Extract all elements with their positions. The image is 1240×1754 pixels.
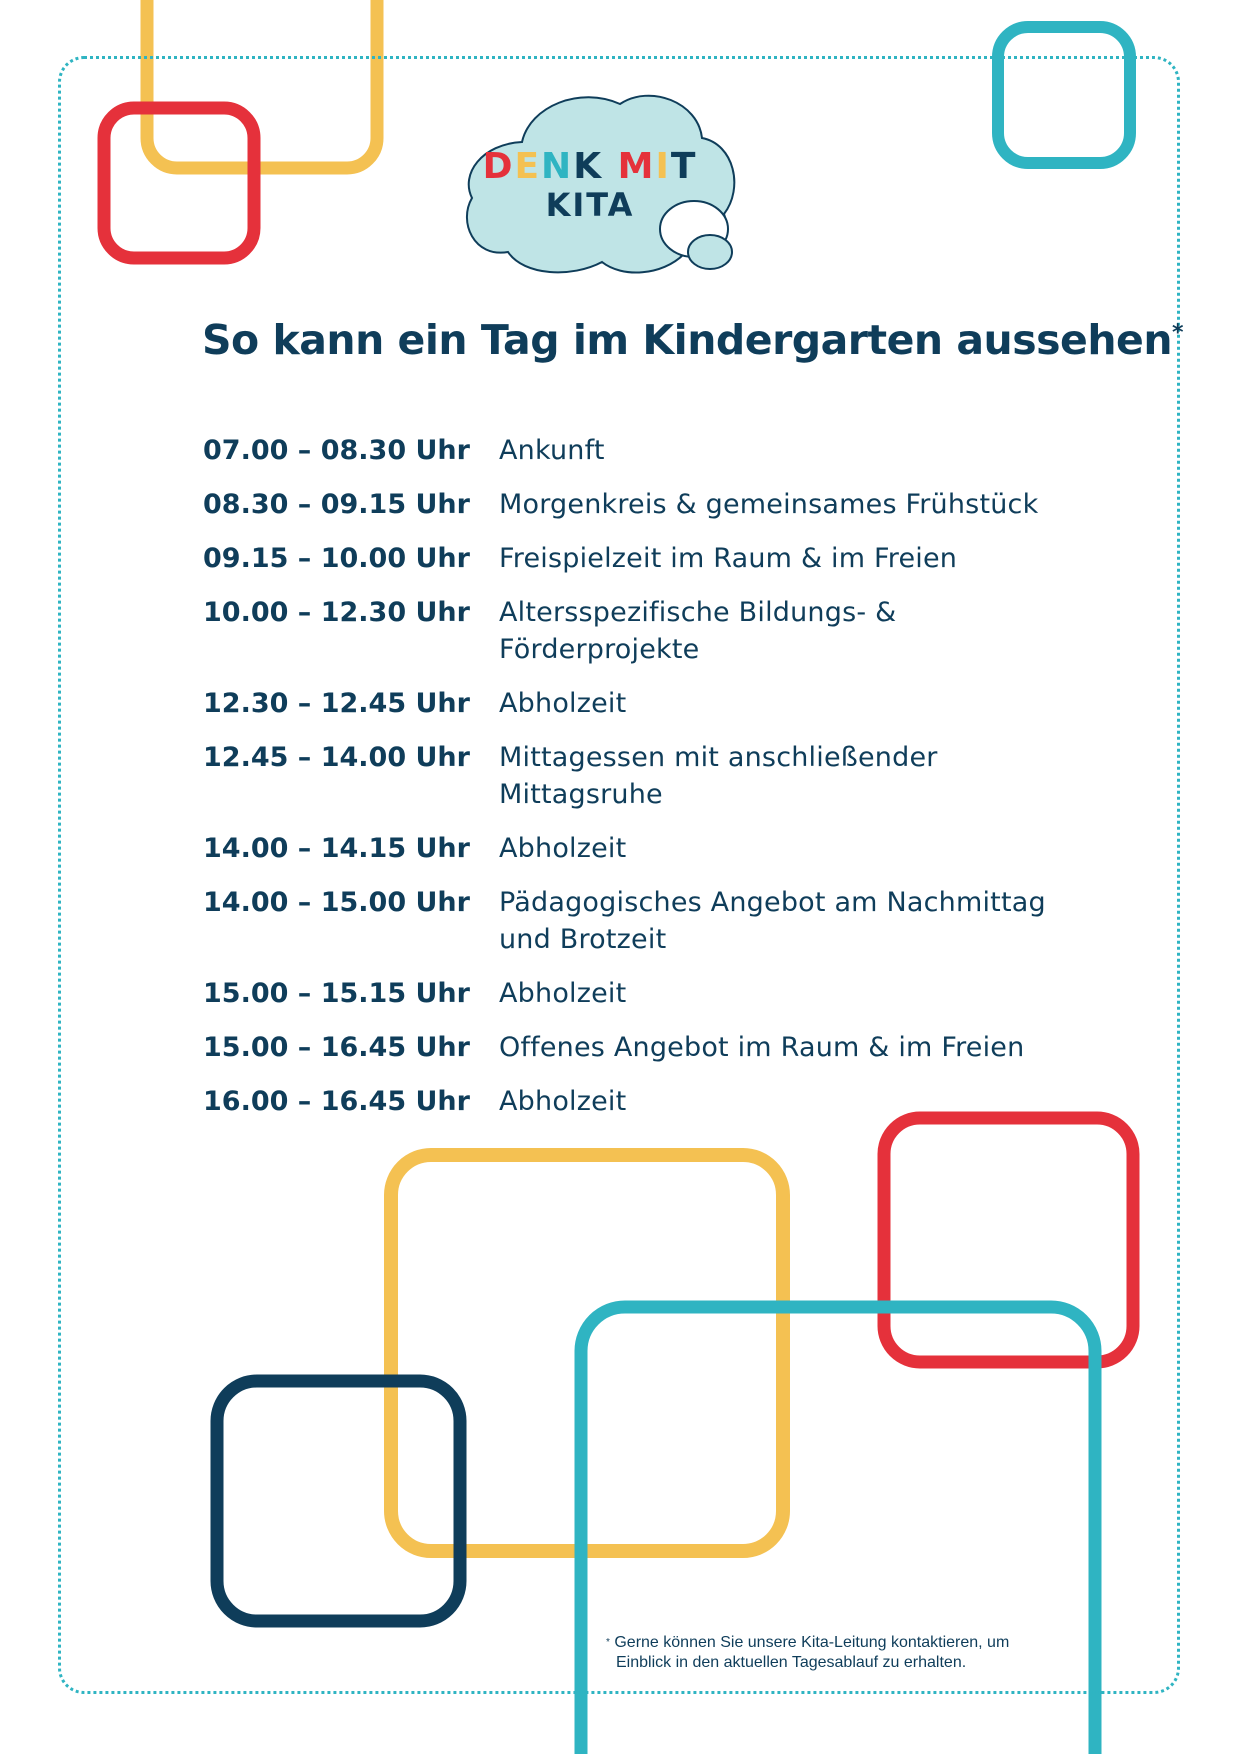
schedule-activity-line: Abholzeit <box>499 833 627 864</box>
schedule-activity <box>499 884 1103 958</box>
schedule-row <box>203 1029 1103 1066</box>
schedule-activity-line: Altersspezifische Bildungs- & Förderprojekte <box>499 597 897 665</box>
schedule-time: 16.00 – 16.45 Uhr <box>203 1086 470 1117</box>
footnote <box>606 1633 1086 1673</box>
page-title-text: So kann ein Tag im Kindergarten aussehen <box>202 316 1173 364</box>
schedule-row <box>203 975 1103 1012</box>
schedule-row <box>203 540 1103 577</box>
schedule-activity-line: Offenes Angebot im Raum & im Freien <box>499 1032 1025 1063</box>
schedule-row <box>203 1083 1103 1120</box>
schedule-activity <box>499 1029 1103 1066</box>
schedule-time: 08.30 – 09.15 Uhr <box>203 489 470 520</box>
schedule-activity-line: Abholzeit <box>499 1086 627 1117</box>
schedule-list <box>203 432 1103 1137</box>
schedule-time: 09.15 – 10.00 Uhr <box>203 543 470 574</box>
schedule-activity-line: Abholzeit <box>499 688 627 719</box>
footnote-asterisk: * <box>606 1637 610 1648</box>
title-asterisk: * <box>1172 320 1184 346</box>
schedule-row <box>203 594 1103 668</box>
schedule-activity-line: Ankunft <box>499 435 605 466</box>
schedule-row <box>203 884 1103 958</box>
schedule-activity <box>499 975 1103 1012</box>
schedule-row <box>203 486 1103 523</box>
schedule-activity-line: Morgenkreis & gemeinsames Frühstück <box>499 489 1039 520</box>
schedule-activity <box>499 540 1103 577</box>
schedule-activity-line: Freispielzeit im Raum & im Freien <box>499 543 958 574</box>
schedule-activity-line: Pädagogisches Angebot am Nachmittag <box>499 887 1046 918</box>
schedule-activity-line: Mittagessen mit anschließender Mittagsruhe <box>499 742 938 810</box>
footnote-line1: Gerne können Sie unsere Kita-Leitung kontaktieren, um <box>614 1634 1010 1651</box>
schedule-activity-line: Abholzeit <box>499 978 627 1009</box>
schedule-activity-line: und Brotzeit <box>499 924 667 955</box>
schedule-time: 14.00 – 14.15 Uhr <box>203 833 470 864</box>
schedule-activity <box>499 1083 1103 1120</box>
schedule-time: 10.00 – 12.30 Uhr <box>203 597 470 628</box>
footnote-line2: Einblick in den aktuellen Tagesablauf zu erhalten. <box>616 1654 967 1671</box>
schedule-time: 15.00 – 16.45 Uhr <box>203 1032 470 1063</box>
schedule-time: 07.00 – 08.30 Uhr <box>203 435 470 466</box>
schedule-time: 14.00 – 15.00 Uhr <box>203 887 470 918</box>
schedule-row <box>203 739 1103 813</box>
schedule-activity <box>499 486 1103 523</box>
schedule-row <box>203 432 1103 469</box>
schedule-activity <box>499 830 1103 867</box>
schedule-row <box>203 830 1103 867</box>
schedule-time: 12.45 – 14.00 Uhr <box>203 742 470 773</box>
page-title <box>202 316 1184 364</box>
schedule-activity <box>499 685 1103 722</box>
schedule-time: 12.30 – 12.45 Uhr <box>203 688 470 719</box>
schedule-activity <box>499 432 1103 469</box>
schedule-row <box>203 685 1103 722</box>
schedule-activity <box>499 739 1103 813</box>
logo-line1: DENK MIT <box>482 146 698 187</box>
denk-mit-kita-logo <box>462 86 738 280</box>
schedule-activity <box>499 594 1103 668</box>
logo-line2: KITA <box>545 186 635 224</box>
cloud-bubble-small <box>688 235 732 269</box>
schedule-time: 15.00 – 15.15 Uhr <box>203 978 470 1009</box>
